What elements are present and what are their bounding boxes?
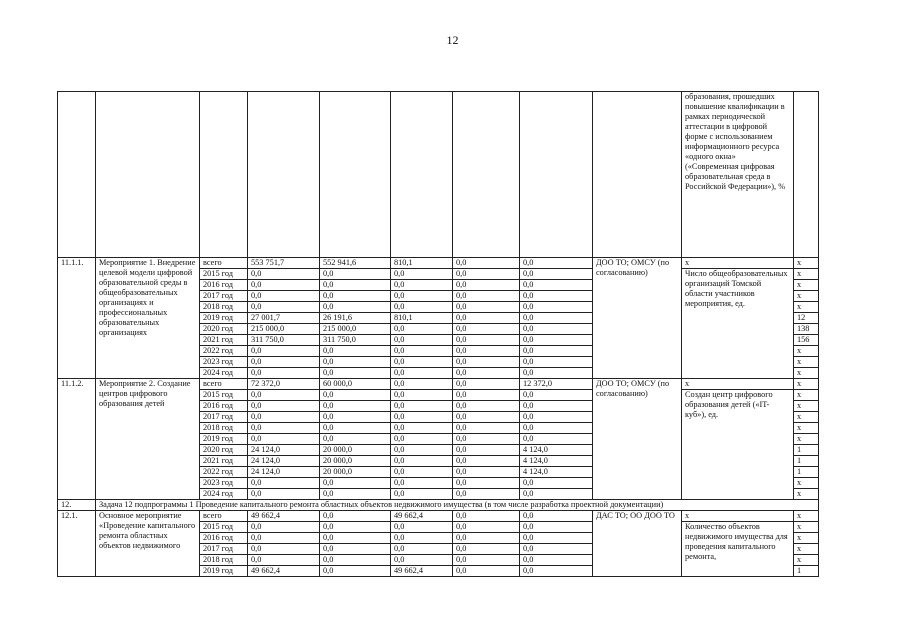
- federal-funding: 20 000,0: [320, 456, 391, 467]
- other-funding: 0,0: [520, 291, 593, 302]
- indicator-name: Создан центр цифрового образования детей («IT-куб»), ед.: [682, 390, 794, 500]
- regional-funding: 49 662,4: [391, 511, 453, 522]
- row-number: 11.1.1.: [58, 258, 96, 379]
- other-funding: 0,0: [520, 489, 593, 500]
- other-funding: 0,0: [520, 423, 593, 434]
- other-funding: 0,0: [520, 258, 593, 269]
- local-funding: 0,0: [453, 566, 520, 577]
- total-funding: 0,0: [248, 412, 320, 423]
- other-funding: 0,0: [520, 390, 593, 401]
- cell-v2: [320, 92, 391, 258]
- other-funding: 0,0: [520, 544, 593, 555]
- total-funding: 0,0: [248, 291, 320, 302]
- other-funding: 4 124,0: [520, 456, 593, 467]
- local-funding: 0,0: [453, 313, 520, 324]
- regional-funding: 0,0: [391, 456, 453, 467]
- local-funding: 0,0: [453, 368, 520, 379]
- other-funding: 4 124,0: [520, 445, 593, 456]
- task-number: 12.: [58, 500, 96, 511]
- total-funding: 0,0: [248, 544, 320, 555]
- year-cell: 2024 год: [200, 489, 248, 500]
- federal-funding: 0,0: [320, 522, 391, 533]
- year-cell: 2023 год: [200, 357, 248, 368]
- federal-funding: 552 941,6: [320, 258, 391, 269]
- other-funding: 0,0: [520, 412, 593, 423]
- cell-value: [794, 92, 819, 258]
- total-funding: 24 124,0: [248, 467, 320, 478]
- federal-funding: 0,0: [320, 434, 391, 445]
- indicator-name: Количество объектов недвижимого имущества для проведения капитального ремонта,: [682, 522, 794, 577]
- year-cell: 2020 год: [200, 445, 248, 456]
- other-funding: 0,0: [520, 280, 593, 291]
- year-cell: всего: [200, 511, 248, 522]
- federal-funding: 0,0: [320, 489, 391, 500]
- regional-funding: 0,0: [391, 489, 453, 500]
- year-cell: 2021 год: [200, 335, 248, 346]
- year-cell: всего: [200, 258, 248, 269]
- year-cell: 2017 год: [200, 412, 248, 423]
- regional-funding: 0,0: [391, 434, 453, 445]
- executor: ДОО ТО; ОМСУ (по согласованию): [593, 379, 682, 500]
- other-funding: 12 372,0: [520, 379, 593, 390]
- other-funding: 0,0: [520, 478, 593, 489]
- other-funding: 0,0: [520, 335, 593, 346]
- federal-funding: 311 750,0: [320, 335, 391, 346]
- indicator-value: 138: [794, 324, 819, 335]
- year-cell: 2016 год: [200, 533, 248, 544]
- local-funding: 0,0: [453, 324, 520, 335]
- local-funding: 0,0: [453, 445, 520, 456]
- indicator-value: x: [794, 555, 819, 566]
- total-funding: 72 372,0: [248, 379, 320, 390]
- total-funding: 553 751,7: [248, 258, 320, 269]
- year-cell: 2017 год: [200, 544, 248, 555]
- indicator-value: x: [794, 511, 819, 522]
- year-cell: 2019 год: [200, 313, 248, 324]
- total-funding: 27 001,7: [248, 313, 320, 324]
- other-funding: 0,0: [520, 302, 593, 313]
- indicator-value: x: [794, 412, 819, 423]
- year-cell: 2015 год: [200, 522, 248, 533]
- federal-funding: 60 000,0: [320, 379, 391, 390]
- cell-year: [200, 92, 248, 258]
- program-table: [57, 91, 819, 577]
- total-funding: 0,0: [248, 390, 320, 401]
- year-cell: 2018 год: [200, 555, 248, 566]
- year-cell: 2015 год: [200, 269, 248, 280]
- federal-funding: 20 000,0: [320, 445, 391, 456]
- indicator-value: x: [794, 533, 819, 544]
- total-funding: 0,0: [248, 434, 320, 445]
- row-number: 12.1.: [58, 511, 96, 577]
- indicator-value: 1: [794, 566, 819, 577]
- year-cell: 2018 год: [200, 423, 248, 434]
- regional-funding: 0,0: [391, 478, 453, 489]
- indicator-name: Число общеобразовательных организаций Томской области участников мероприятия, ед.: [682, 269, 794, 379]
- local-funding: 0,0: [453, 258, 520, 269]
- activity-name: Мероприятие 1. Внедрение целевой модели цифровой образовательной среды в общеобразовательных организациях и профессиональных образовательных организациях: [96, 258, 200, 379]
- federal-funding: 0,0: [320, 511, 391, 522]
- total-funding: 0,0: [248, 280, 320, 291]
- regional-funding: 49 662,4: [391, 566, 453, 577]
- year-cell: 2022 год: [200, 346, 248, 357]
- year-cell: всего: [200, 379, 248, 390]
- year-cell: 2023 год: [200, 478, 248, 489]
- indicator-value: 1: [794, 467, 819, 478]
- indicator-value: x: [794, 478, 819, 489]
- federal-funding: 0,0: [320, 368, 391, 379]
- cell-num: [58, 92, 96, 258]
- local-funding: 0,0: [453, 434, 520, 445]
- indicator-value: x: [794, 280, 819, 291]
- federal-funding: 0,0: [320, 269, 391, 280]
- federal-funding: 0,0: [320, 423, 391, 434]
- year-cell: 2018 год: [200, 302, 248, 313]
- total-funding: 0,0: [248, 368, 320, 379]
- local-funding: 0,0: [453, 390, 520, 401]
- indicator-value: x: [794, 357, 819, 368]
- federal-funding: 0,0: [320, 566, 391, 577]
- federal-funding: 0,0: [320, 357, 391, 368]
- regional-funding: 0,0: [391, 324, 453, 335]
- row-number: 11.1.2.: [58, 379, 96, 500]
- regional-funding: 0,0: [391, 357, 453, 368]
- other-funding: 4 124,0: [520, 467, 593, 478]
- local-funding: 0,0: [453, 533, 520, 544]
- local-funding: 0,0: [453, 401, 520, 412]
- year-cell: 2022 год: [200, 467, 248, 478]
- table-body: [58, 92, 819, 577]
- total-funding: 0,0: [248, 269, 320, 280]
- task-title: Задача 12 подпрограммы 1 Проведение капитального ремонта областных объектов недвижимого имущества (в том числе разработка проектной документации): [96, 500, 819, 511]
- local-funding: 0,0: [453, 302, 520, 313]
- indicator-value: x: [794, 258, 819, 269]
- local-funding: 0,0: [453, 291, 520, 302]
- executor: ДАС ТО; ОО ДОО ТО: [593, 511, 682, 577]
- federal-funding: 0,0: [320, 412, 391, 423]
- regional-funding: 0,0: [391, 401, 453, 412]
- regional-funding: 0,0: [391, 291, 453, 302]
- local-funding: 0,0: [453, 511, 520, 522]
- other-funding: 0,0: [520, 346, 593, 357]
- indicator-value: x: [794, 346, 819, 357]
- other-funding: 0,0: [520, 357, 593, 368]
- indicator-value: x: [794, 522, 819, 533]
- federal-funding: 0,0: [320, 280, 391, 291]
- federal-funding: 0,0: [320, 302, 391, 313]
- total-funding: 0,0: [248, 357, 320, 368]
- other-funding: 0,0: [520, 434, 593, 445]
- federal-funding: 0,0: [320, 555, 391, 566]
- other-funding: 0,0: [520, 522, 593, 533]
- cell-v4: [453, 92, 520, 258]
- total-funding: 24 124,0: [248, 456, 320, 467]
- regional-funding: 0,0: [391, 423, 453, 434]
- total-funding: 0,0: [248, 302, 320, 313]
- regional-funding: 810,1: [391, 258, 453, 269]
- regional-funding: 0,0: [391, 445, 453, 456]
- total-funding: 49 662,4: [248, 511, 320, 522]
- local-funding: 0,0: [453, 269, 520, 280]
- cell-v5: [520, 92, 593, 258]
- other-funding: 0,0: [520, 511, 593, 522]
- federal-funding: 215 000,0: [320, 324, 391, 335]
- year-cell: 2016 год: [200, 401, 248, 412]
- table-row: [58, 258, 819, 269]
- indicator-value: x: [794, 291, 819, 302]
- year-cell: 2019 год: [200, 434, 248, 445]
- cell-v3: [391, 92, 453, 258]
- federal-funding: 0,0: [320, 478, 391, 489]
- executor: ДОО ТО; ОМСУ (по согласованию): [593, 258, 682, 379]
- indicator-value: 1: [794, 445, 819, 456]
- indicator-value: 12: [794, 313, 819, 324]
- local-funding: 0,0: [453, 335, 520, 346]
- regional-funding: 0,0: [391, 412, 453, 423]
- federal-funding: 0,0: [320, 533, 391, 544]
- local-funding: 0,0: [453, 280, 520, 291]
- total-funding: 24 124,0: [248, 445, 320, 456]
- regional-funding: 0,0: [391, 467, 453, 478]
- year-cell: 2021 год: [200, 456, 248, 467]
- cell-name: [96, 92, 200, 258]
- year-cell: 2016 год: [200, 280, 248, 291]
- year-cell: 2019 год: [200, 566, 248, 577]
- other-funding: 0,0: [520, 324, 593, 335]
- indicator-value: 156: [794, 335, 819, 346]
- cell-v1: [248, 92, 320, 258]
- table-row: [58, 379, 819, 390]
- activity-name: Мероприятие 2. Создание центров цифрового образования детей: [96, 379, 200, 500]
- federal-funding: 0,0: [320, 346, 391, 357]
- regional-funding: 0,0: [391, 522, 453, 533]
- local-funding: 0,0: [453, 379, 520, 390]
- local-funding: 0,0: [453, 544, 520, 555]
- federal-funding: 0,0: [320, 544, 391, 555]
- indicator-total: x: [682, 379, 794, 390]
- regional-funding: 0,0: [391, 269, 453, 280]
- local-funding: 0,0: [453, 346, 520, 357]
- regional-funding: 810,1: [391, 313, 453, 324]
- local-funding: 0,0: [453, 357, 520, 368]
- other-funding: 0,0: [520, 401, 593, 412]
- indicator-value: x: [794, 269, 819, 280]
- local-funding: 0,0: [453, 412, 520, 423]
- federal-funding: 0,0: [320, 401, 391, 412]
- federal-funding: 0,0: [320, 291, 391, 302]
- total-funding: 0,0: [248, 401, 320, 412]
- regional-funding: 0,0: [391, 544, 453, 555]
- other-funding: 0,0: [520, 533, 593, 544]
- other-funding: 0,0: [520, 566, 593, 577]
- local-funding: 0,0: [453, 489, 520, 500]
- regional-funding: 0,0: [391, 379, 453, 390]
- indicator-value: 1: [794, 456, 819, 467]
- local-funding: 0,0: [453, 555, 520, 566]
- indicator-value: x: [794, 489, 819, 500]
- regional-funding: 0,0: [391, 555, 453, 566]
- total-funding: 215 000,0: [248, 324, 320, 335]
- total-funding: 0,0: [248, 522, 320, 533]
- year-cell: 2020 год: [200, 324, 248, 335]
- indicator-value: x: [794, 302, 819, 313]
- indicator-total: x: [682, 511, 794, 522]
- indicator-value: x: [794, 423, 819, 434]
- activity-name: Основное мероприятие «Проведение капитального ремонта областных объектов недвижимого: [96, 511, 200, 577]
- regional-funding: 0,0: [391, 368, 453, 379]
- indicator-value: x: [794, 368, 819, 379]
- local-funding: 0,0: [453, 423, 520, 434]
- total-funding: 311 750,0: [248, 335, 320, 346]
- regional-funding: 0,0: [391, 533, 453, 544]
- total-funding: 0,0: [248, 489, 320, 500]
- total-funding: 0,0: [248, 478, 320, 489]
- regional-funding: 0,0: [391, 302, 453, 313]
- other-funding: 0,0: [520, 555, 593, 566]
- table-row: [58, 511, 819, 522]
- federal-funding: 0,0: [320, 390, 391, 401]
- total-funding: 0,0: [248, 533, 320, 544]
- year-cell: 2024 год: [200, 368, 248, 379]
- indicator-total: x: [682, 258, 794, 269]
- local-funding: 0,0: [453, 522, 520, 533]
- indicator-text: образования, прошедших повышение квалификации в рамках периодической аттестации в цифровой форме с использованием информационного ресурса «одного окна» («Современная цифровая образовательная среда в Российской Федерации»), %: [682, 92, 794, 258]
- total-funding: 0,0: [248, 555, 320, 566]
- year-cell: 2017 год: [200, 291, 248, 302]
- regional-funding: 0,0: [391, 346, 453, 357]
- indicator-value: x: [794, 401, 819, 412]
- regional-funding: 0,0: [391, 280, 453, 291]
- federal-funding: 20 000,0: [320, 467, 391, 478]
- cell-executor: [593, 92, 682, 258]
- indicator-value: x: [794, 390, 819, 401]
- continuation-row: [58, 92, 819, 258]
- federal-funding: 26 191,6: [320, 313, 391, 324]
- total-funding: 0,0: [248, 423, 320, 434]
- other-funding: 0,0: [520, 368, 593, 379]
- other-funding: 0,0: [520, 269, 593, 280]
- indicator-value: x: [794, 379, 819, 390]
- local-funding: 0,0: [453, 456, 520, 467]
- total-funding: 49 662,4: [248, 566, 320, 577]
- total-funding: 0,0: [248, 346, 320, 357]
- local-funding: 0,0: [453, 467, 520, 478]
- local-funding: 0,0: [453, 478, 520, 489]
- regional-funding: 0,0: [391, 390, 453, 401]
- page-number: 12: [446, 33, 459, 47]
- indicator-value: x: [794, 544, 819, 555]
- other-funding: 0,0: [520, 313, 593, 324]
- year-cell: 2015 год: [200, 390, 248, 401]
- indicator-value: x: [794, 434, 819, 445]
- task-row: [58, 500, 819, 511]
- regional-funding: 0,0: [391, 335, 453, 346]
